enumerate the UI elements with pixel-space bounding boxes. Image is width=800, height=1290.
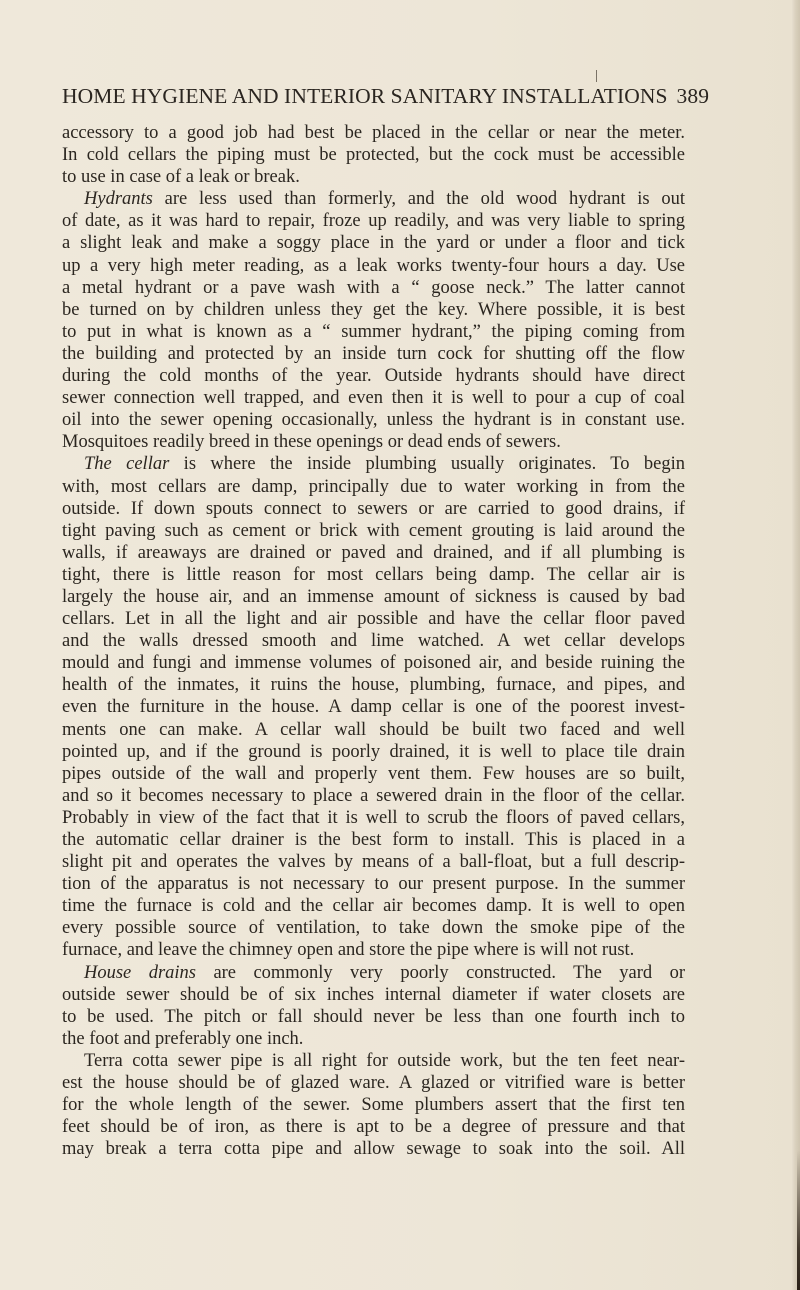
line-text: may break a terra cotta pipe and allow sewage to soak into the soil. All [62,1139,685,1160]
line-text: cellars. Let in all the light and air possible and have the cellar floor paved [62,609,685,630]
line-text: to be used. The pitch or fall should never be less than one fourth inch to [62,1006,685,1027]
body-text [62,122,685,1160]
text-line [62,431,685,453]
line-text: oil into the sewer opening occasionally, unless the hydrant is in constant use. [62,410,685,431]
text-line [62,365,685,387]
text-line [62,232,685,254]
line-text: In cold cellars the piping must be protected, but the cock must be accessible [62,145,685,166]
line-text: sewer connection well trapped, and even then it is well to pour a cup of coal [62,388,685,409]
section-heading: Hydrants [84,189,153,210]
line-text: outside. If down spouts connect to sewers or are carried to good drains, if [62,498,685,519]
text-line [62,299,685,321]
text-line [62,564,685,586]
line-text: largely the house air, and an immense amount of sickness is caused by bad [62,586,685,607]
text-line [62,652,685,674]
line-text: tight, there is little reason for most cellars being damp. The cellar air is [62,564,685,585]
line-text: are less used than formerly, and the old wood hydrant is out [152,189,685,210]
text-line [62,1028,685,1050]
line-text: up a very high meter reading, as a leak works twenty-four hours a day. Use [62,255,685,276]
line-text: pipes outside of the wall and properly vent them. Few houses are so built, [62,763,685,784]
text-line [62,962,685,984]
line-text: slight pit and operates the valves by means of a ball-float, but a full descrip- [62,852,685,873]
text-line [62,144,685,166]
text-line [62,277,685,299]
text-line [62,453,685,475]
text-line [62,1050,685,1072]
text-line [62,851,685,873]
text-line [62,122,685,144]
line-text: to use in case of a leak or break. [62,167,300,188]
text-line [62,696,685,718]
text-line [62,210,685,232]
text-line [62,807,685,829]
line-text: of date, as it was hard to repair, froze up readily, and was very liable to spring [62,211,685,232]
line-text: Terra cotta sewer pipe is all right for outside work, but the ten feet near- [84,1050,685,1071]
text-line [62,895,685,917]
section-heading: The cellar [84,454,170,475]
section-heading: House drains [84,962,196,983]
text-line [62,741,685,763]
text-line [62,608,685,630]
text-line [62,785,685,807]
line-text: furnace, and leave the chimney open and store the pipe where is will not rust. [62,940,635,961]
line-text: accessory to a good job had best be placed in the cellar or near the meter. [62,123,685,143]
running-header [62,84,738,109]
page-number: 389 [676,84,710,108]
line-text: a metal hydrant or a pave wash with a “ goose neck.” The latter cannot [62,277,685,298]
line-text: est the house should be of glazed ware. A glazed or vitrified ware is better [62,1073,685,1094]
text-line [62,873,685,895]
text-line [62,1072,685,1094]
text-line [62,498,685,520]
line-text: be turned on by children unless they get the key. Where possible, it is best [62,299,685,320]
text-line [62,939,685,961]
line-text: the building and protected by an inside turn cock for shutting off the flow [62,343,685,364]
line-text: during the cold months of the year. Outside hydrants should have direct [62,366,685,387]
line-text: with, most cellars are damp, principally due to water working in from the [62,476,685,497]
line-text: mould and fungi and immense volumes of poisoned air, and beside ruining the [62,653,685,674]
line-text: are commonly very poorly constructed. The yard or [196,962,685,983]
running-title: HOME HYGIENE AND INTERIOR SANITARY INSTALLATIONS [62,84,668,108]
line-text: Mosquitoes readily breed in these openings or dead ends of sewers. [62,432,561,453]
line-text: tight paving such as cement or brick with cement grouting is laid around the [62,520,685,541]
text-line [62,917,685,939]
text-line [62,520,685,542]
text-line [62,255,685,277]
line-text: even the furniture in the house. A damp cellar is one of the poorest invest- [62,697,685,718]
text-line [62,674,685,696]
text-line [62,1138,685,1160]
text-line [62,542,685,564]
line-text: walls, if areaways are drained or paved and drained, and if all plumbing is [62,542,685,563]
line-text: for the whole length of the sewer. Some plumbers assert that the first ten [62,1095,685,1116]
text-line [62,1116,685,1138]
text-line [62,476,685,498]
page-tick-mark [596,70,597,82]
text-line [62,586,685,608]
text-line [62,630,685,652]
line-text: and the walls dressed smooth and lime watched. A wet cellar develops [62,631,685,652]
text-line [62,763,685,785]
page-edge [792,0,800,1290]
line-text: the foot and preferably one inch. [62,1028,304,1049]
line-text: tion of the apparatus is not necessary to our present purpose. In the summer [62,874,685,895]
text-line [62,829,685,851]
text-line [62,1094,685,1116]
line-text: feet should be of iron, as there is apt to be a degree of pressure and that [62,1117,685,1138]
line-text: health of the inmates, it ruins the house, plumbing, furnace, and pipes, and [62,675,685,696]
line-text: outside sewer should be of six inches internal diameter if water closets are [62,984,685,1005]
line-text: and so it becomes necessary to place a sewered drain in the floor of the cellar. [62,785,685,806]
text-line [62,1006,685,1028]
text-line [62,166,685,188]
line-text: is where the inside plumbing usually originates. To begin [169,454,686,475]
text-line [62,188,685,210]
text-line [62,984,685,1006]
line-text: Probably in view of the fact that it is well to scrub the floors of paved cellars, [62,807,685,828]
line-text: pointed up, and if the ground is poorly drained, it is well to place tile drain [62,741,685,762]
line-text: ments one can make. A cellar wall should be built two faced and well [62,719,685,740]
line-text: time the furnace is cold and the cellar air becomes damp. It is well to open [62,896,685,917]
text-line [62,719,685,741]
text-line [62,321,685,343]
line-text: a slight leak and make a soggy place in the yard or under a floor and tick [62,233,685,254]
line-text: the automatic cellar drainer is the best form to install. This is placed in a [62,830,685,850]
text-line [62,409,685,431]
text-line [62,343,685,365]
line-text: to put in what is known as a “ summer hydrant,” the piping coming from [62,321,685,342]
line-text: every possible source of ventilation, to take down the smoke pipe of the [62,918,685,939]
text-line [62,387,685,409]
